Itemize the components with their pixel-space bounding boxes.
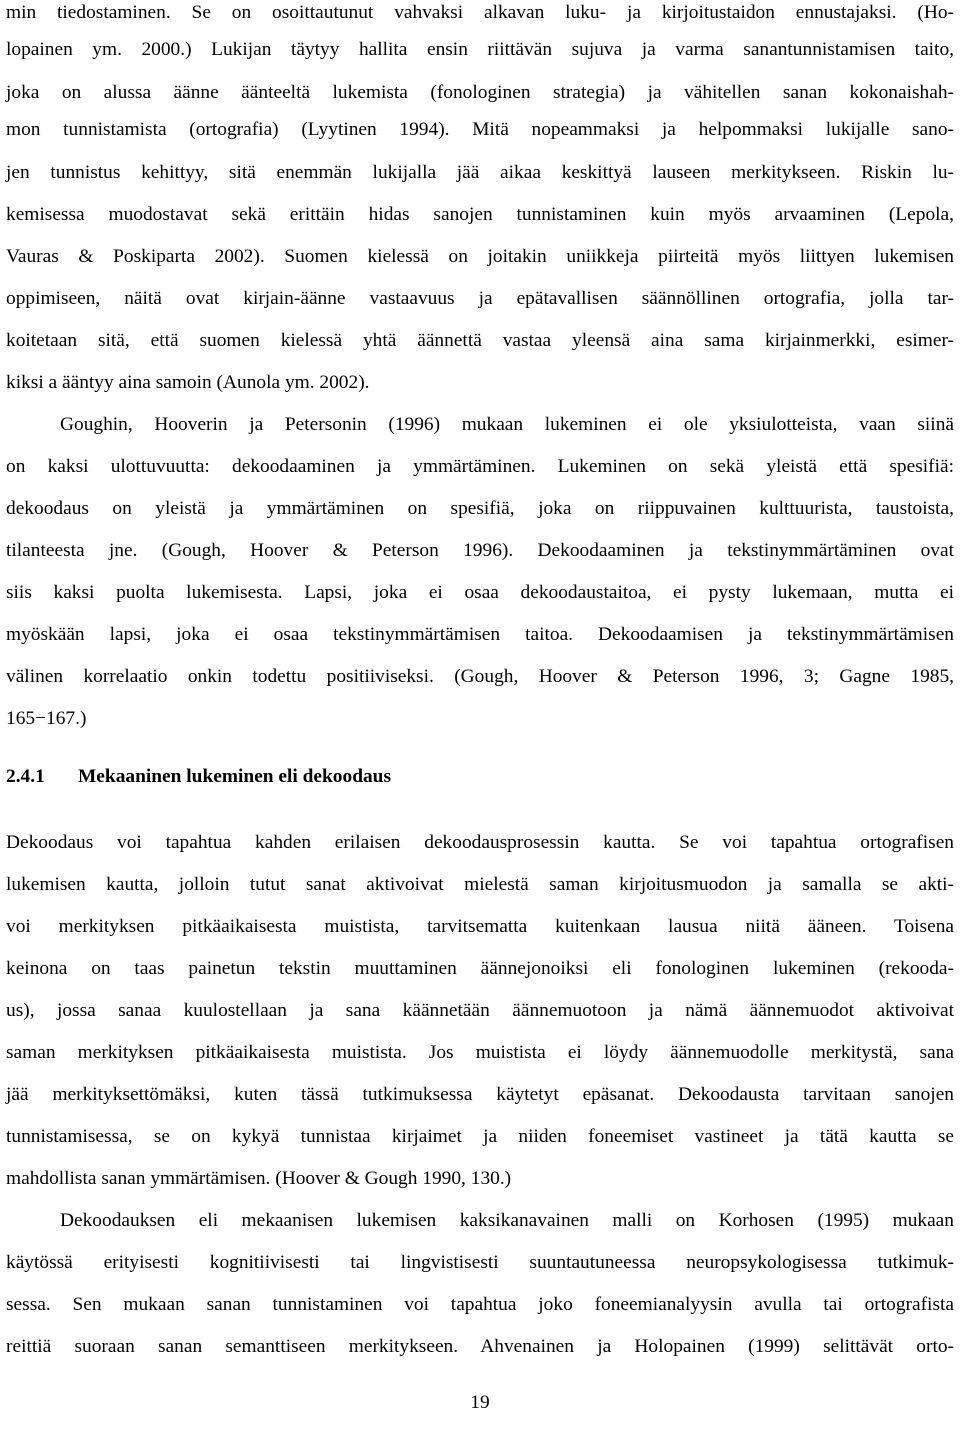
paragraph-3-line: saman merkityksen pitkäaikaisesta muistista. Jos muistista ei löydy äännemuodolle merkitystä, sana <box>6 1042 954 1063</box>
paragraph-1-line: lopainen ym. 2000.) Lukijan täytyy hallita ensin riittävän sujuva ja varma sanantunnistamisen taito, <box>6 39 954 60</box>
paragraph-4-line: reittiä suoraan sanan semanttiseen merkitykseen. Ahvenainen ja Holopainen (1999) selittävät orto- <box>6 1336 954 1357</box>
page-number: 19 <box>470 1392 490 1413</box>
paragraph-4-line: käytössä erityisesti kognitiivisesti tai lingvistisesti suuntautuneessa neuropsykologisessa tutkimuk- <box>6 1252 954 1273</box>
paragraph-3-line: jää merkityksettömäksi, kuten tässä tutkimuksessa käytetyt epäsanat. Dekoodausta tarvitaan sanojen <box>6 1084 954 1105</box>
paragraph-2-line: on kaksi ulottuvuutta: dekoodaaminen ja ymmärtäminen. Lukeminen on sekä yleistä että spesifiä: <box>6 456 954 477</box>
paragraph-1-line: min tiedostaminen. Se on osoittautunut vahvaksi alkavan luku- ja kirjoitustaidon ennustajaksi. (Ho- <box>6 2 954 23</box>
paragraph-2-line: myöskään lapsi, joka ei osaa tekstinymmärtämisen taitoa. Dekoodaamisen ja tekstinymmärtämisen <box>6 624 954 645</box>
paragraph-1-line: jen tunnistus kehittyy, sitä enemmän lukijalla jää aikaa keskittyä lauseen merkitykseen. Riskin lu- <box>6 162 954 183</box>
section-number: 2.4.1 <box>6 766 45 787</box>
paragraph-1-line: koitetaan sitä, että suomen kielessä yhtä äännettä vastaa yleensä aina sama kirjainmerkki, esimer- <box>6 330 954 351</box>
paragraph-2-line: Goughin, Hooverin ja Petersonin (1996) mukaan lukeminen ei ole yksiulotteista, vaan siinä <box>60 414 954 435</box>
paragraph-1-line: oppimiseen, näitä ovat kirjain-äänne vastaavuus ja epätavallisen säännöllinen ortografia, jolla tar- <box>6 288 954 309</box>
section-title: Mekaaninen lukeminen eli dekoodaus <box>78 766 392 787</box>
paragraph-1-line: kemisessa muodostavat sekä erittäin hidas sanojen tunnistaminen kuin myös arvaaminen (Lepola, <box>6 204 954 225</box>
document-page <box>6 0 954 1436</box>
paragraph-1-line: mon tunnistamista (ortografia) (Lyytinen 1994). Mitä nopeammaksi ja helpommaksi lukijalle sano- <box>6 119 954 140</box>
paragraph-3-line: Dekoodaus voi tapahtua kahden erilaisen dekoodausprosessin kautta. Se voi tapahtua ortografisen <box>6 832 954 853</box>
paragraph-3-line: voi merkityksen pitkäaikaisesta muistista, tarvitsematta kuitenkaan lausua niitä ääneen. Toisena <box>6 916 954 937</box>
paragraph-2-line: dekoodaus on yleistä ja ymmärtäminen on spesifiä, joka on riippuvainen kulttuurista, taustoista, <box>6 498 954 519</box>
paragraph-3-line: us), jossa sanaa kuulostellaan ja sana käännetään äännemuotoon ja nämä äännemuodot aktivoivat <box>6 1000 954 1021</box>
paragraph-2-line: siis kaksi puolta lukemisesta. Lapsi, joka ei osaa dekoodaustaitoa, ei pysty lukemaan, mutta ei <box>6 582 954 603</box>
paragraph-3-line: keinona on taas painetun tekstin muuttaminen äännejonoiksi eli fonologinen lukeminen (rekooda- <box>6 958 954 979</box>
paragraph-4-line: Dekoodauksen eli mekaanisen lukemisen kaksikanavainen malli on Korhosen (1995) mukaan <box>60 1210 954 1231</box>
paragraph-3-line: mahdollista sanan ymmärtämisen. (Hoover & Gough 1990, 130.) <box>6 1168 512 1189</box>
paragraph-2-line: tilanteesta jne. (Gough, Hoover & Peterson 1996). Dekoodaaminen ja tekstinymmärtäminen ovat <box>6 540 954 561</box>
paragraph-4-line: sessa. Sen mukaan sanan tunnistaminen voi tapahtua joko foneemianalyysin avulla tai ortografista <box>6 1294 954 1315</box>
paragraph-1-line <box>6 338 954 368</box>
paragraph-2-line: 165−167.) <box>6 708 87 729</box>
paragraph-1-line: kiksi a ääntyy aina samoin (Aunola ym. 2002). <box>6 372 370 393</box>
paragraph-1-line: joka on alussa äänne äänteeltä lukemista (fonologinen strategia) ja vähitellen sanan kokonaishah- <box>6 82 954 103</box>
paragraph-1-line: Vauras & Poskiparta 2002). Suomen kielessä on joitakin uniikkeja piirteitä myös liittyen lukemisen <box>6 246 954 267</box>
paragraph-3-line: lukemisen kautta, jolloin tutut sanat aktivoivat mielestä saman kirjoitusmuodon ja samalla se akti- <box>6 874 954 895</box>
section-heading <box>6 762 954 792</box>
paragraph-2-line: välinen korrelaatio onkin todettu positiiviseksi. (Gough, Hoover & Peterson 1996, 3; Gagne 1985, <box>6 666 954 687</box>
paragraph-3-line: tunnistamisessa, se on kykyä tunnistaa kirjaimet ja niiden foneemiset vastineet ja tätä kautta se <box>6 1126 954 1147</box>
